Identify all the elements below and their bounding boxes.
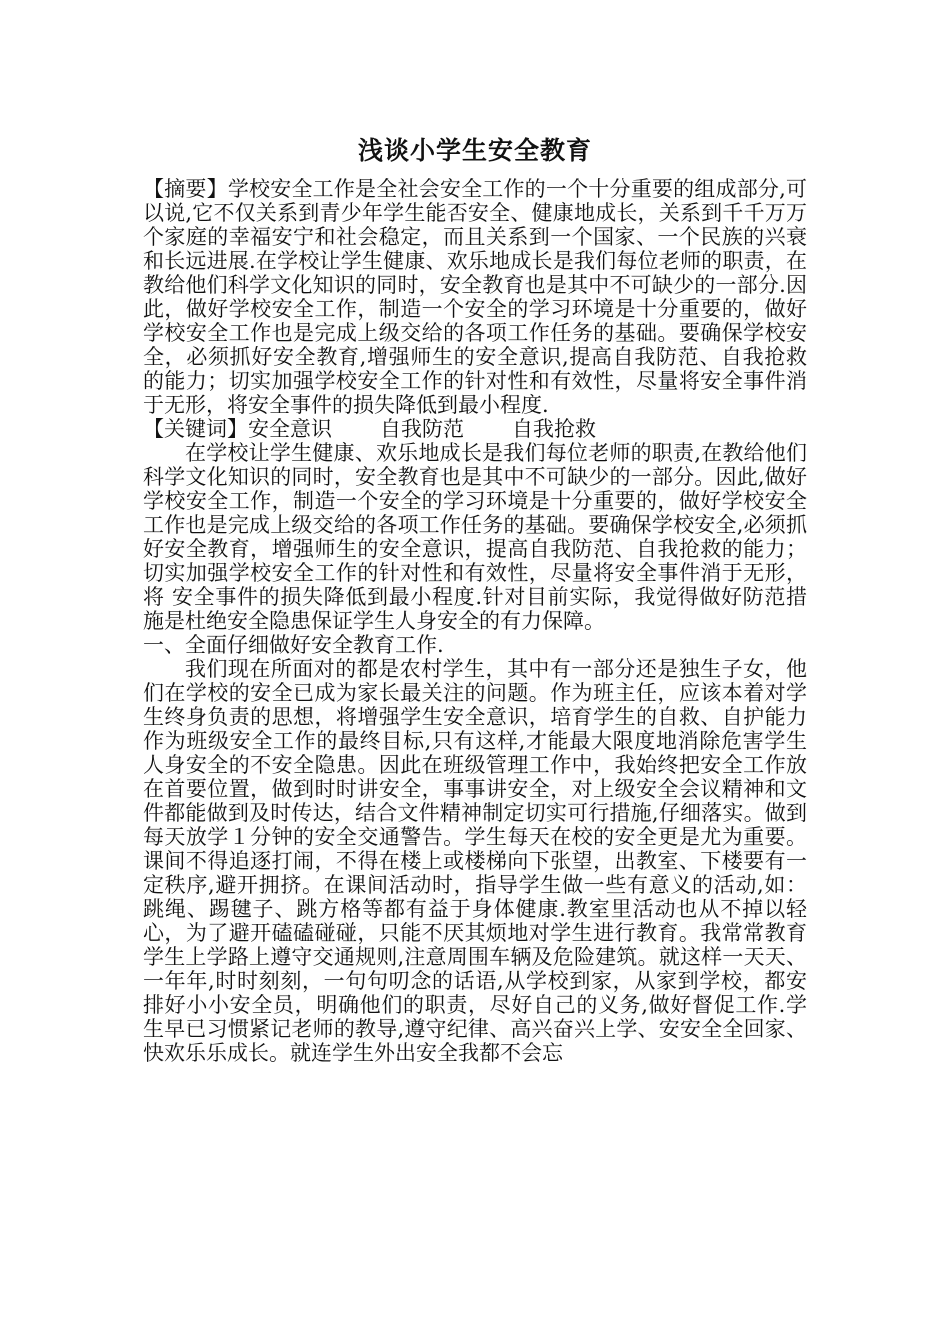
intro-paragraph: 在学校让学生健康、欢乐地成长是我们每位老师的职责,在教给他们科学文化知识的同时，安全教育也是其中不可缺少的一部分。因此,做好学校安全工作，制造一个安全的学习环境是十分重要的，做好学校安全工作也是完成上级交给的各项工作任务的基础。要确保学校安全,必须抓好安全教育，增强师生的安全意识，提高自我防范、自我抢救的能力；切实加强学校安全工作的针对性和有效性，尽量将安全事件消于无形，将 安全事件的损失降低到最小程度.针对目前实际，我觉得做好防范措施是杜绝安全隐患保证学生人身安全的有力保障。 [143, 441, 807, 633]
keywords-label: 【关键词】 [143, 417, 248, 441]
keywords-line [143, 417, 807, 441]
document-body [143, 131, 807, 1065]
document-title: 浅谈小学生安全教育 [357, 136, 592, 165]
keyword-2: 自我防范 [380, 417, 464, 441]
keyword-1: 安全意识 [248, 417, 332, 441]
section-1-heading: 一、全面仔细做好安全教育工作. [143, 633, 444, 657]
keyword-3: 自我抢救 [512, 417, 596, 441]
abstract-label: 【摘要】 [143, 177, 228, 201]
abstract-text: 学校安全工作是全社会安全工作的一个十分重要的组成部分,可以说,它不仅关系到青少年学生能否安全、健康地成长，关系到千千万万个家庭的幸福安宁和社会稳定，而且关系到一个国家、一个民族的兴衰和长远进展.在学校让学生健康、欢乐地成长是我们每位老师的职责，在教给他们科学文化知识的同时，安全教育也是其中不可缺少的一部分.因此，做好学校安全工作，制造一个安全的学习环境是十分重要的，做好学校安全工作也是完成上级交给的各项工作任务的基础。要确保学校安全，必须抓好安全教育,增强师生的安全意识,提高自我防范、自我抢救的能力；切实加强学校安全工作的针对性和有效性，尽量将安全事件消于无形，将安全事件的损失降低到最小程度. [143, 177, 807, 417]
section-1-paragraph: 我们现在所面对的都是农村学生，其中有一部分还是独生子女，他们在学校的安全已成为家长最关注的问题。作为班主任，应该本着对学生终身负责的思想，将增强学生安全意识，培育学生的自救、自护能力作为班级安全工作的最终目标,只有这样,才能最大限度地消除危害学生人身安全的不安全隐患。因此在班级管理工作中，我始终把安全工作放在首要位置，做到时时讲安全，事事讲安全，对上级安全会议精神和文件都能做到及时传达，结合文件精神制定切实可行措施,仔细落实。做到每天放学１分钟的安全交通警告。学生每天在校的安全更是尤为重要。课间不得追逐打闹，不得在楼上或楼梯向下张望，出教室、下楼要有一定秩序,避开拥挤。在课间活动时，指导学生做一些有意义的活动,如：跳绳、踢毽子、跳方格等都有益于身体健康.教室里活动也从不掉以轻心，为了避开磕磕碰碰，只能不厌其烦地对学生进行教育。我常常教育学生上学路上遵守交通规则,注意周围车辆及危险建筑。就这样一天天、一年年,时时刻刻，一句句叨念的话语,从学校到家，从家到学校，都安排好小小安全员，明确他们的职责，尽好自己的义务,做好督促工作.学生早已习惯紧记老师的教导,遵守纪律、高兴奋兴上学、安安全全回家、快欢乐乐成长。就连学生外出安全我都不会忘 [143, 657, 807, 1065]
abstract-paragraph [143, 177, 807, 417]
